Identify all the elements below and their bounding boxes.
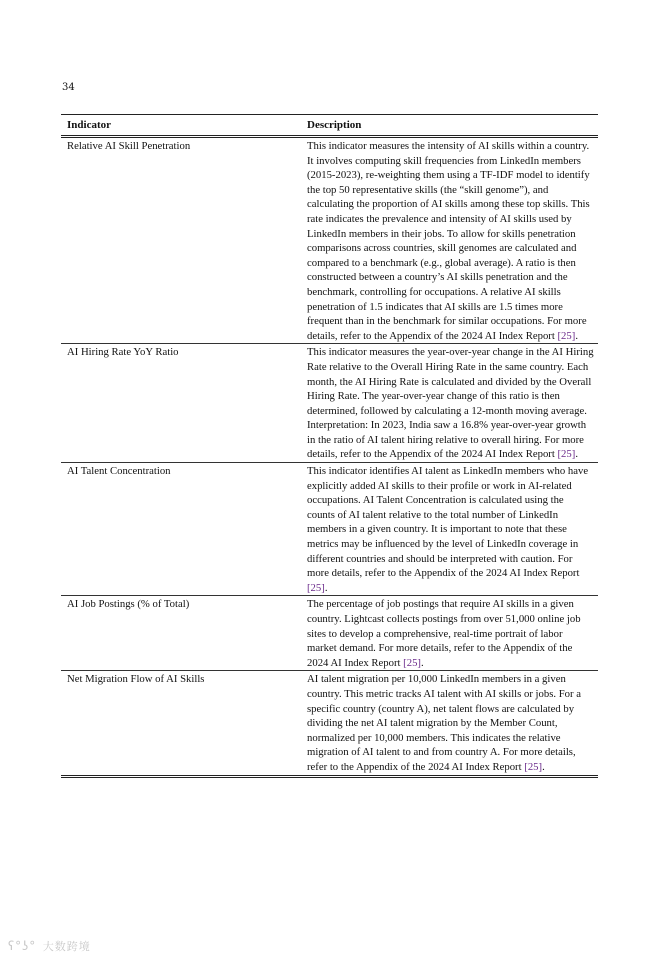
- indicator-name: AI Job Postings (% of Total): [61, 596, 301, 671]
- indicator-name: Net Migration Flow of AI Skills: [61, 671, 301, 776]
- table-row: [61, 344, 598, 463]
- indicator-description: [301, 463, 598, 596]
- description-text: The percentage of job postings that require AI skills in a given country. Lightcast collects postings from over 51,000 online job sites to develop a comprehensive, real-time portrait of labor market demand. For more details, refer to the Appendix of the 2024 AI Index Report: [307, 598, 581, 669]
- citation-link[interactable]: [25]: [557, 329, 576, 342]
- description-text: This indicator measures the year-over-year change in the AI Hiring Rate relative to the Overall Hiring Rate in the same country. Each month, the AI Hiring Rate is calculated and divided by the Overall Hiring Rate. The year-over-year change of this ratio is then determined, followed by calculating a 12-month moving average. Interpretation: In 2023, India saw a 16.8% year-over-year growth in the ratio of AI talent hiring relative to overall hiring. For more details, refer to the Appendix of the 2024 AI Index Report: [307, 346, 594, 461]
- indicator-description: [301, 344, 598, 463]
- header-description: Description: [301, 115, 598, 137]
- indicator-description: [301, 137, 598, 344]
- watermark-logo-icon: ʕ°ʖ°: [8, 939, 37, 953]
- indicator-description: [301, 671, 598, 776]
- page-number: 34: [62, 82, 75, 93]
- indicator-description: [301, 596, 598, 671]
- sentence-end: .: [324, 581, 328, 594]
- table-row: [61, 596, 598, 671]
- sentence-end: .: [420, 656, 424, 669]
- citation-link[interactable]: [25]: [403, 656, 421, 669]
- sentence-end: .: [575, 448, 578, 461]
- header-indicator: Indicator: [61, 115, 301, 137]
- table-row: [61, 137, 598, 344]
- table-header-row: [61, 115, 598, 137]
- citation-link[interactable]: [25]: [524, 760, 543, 773]
- indicator-name: AI Hiring Rate YoY Ratio: [61, 344, 301, 463]
- description-text: AI talent migration per 10,000 LinkedIn members in a given country. This metric tracks AI talent with AI skills or jobs. For a specific country (country A), net talent flows are calculated by dividing the net AI talent migration by the Member Count, normalized per 10,000 members. This indicates the relative migration of AI talent to and from country A. For more details, refer to the Appendix of the 2024 AI Index Report: [307, 673, 581, 773]
- citation-link[interactable]: [25]: [307, 581, 325, 594]
- sentence-end: .: [542, 760, 545, 773]
- indicator-name: AI Talent Concentration: [61, 463, 301, 596]
- watermark-text: 大数跨境: [42, 940, 91, 953]
- sentence-end: .: [575, 329, 578, 342]
- watermark: [8, 938, 91, 954]
- description-text: This indicator measures the intensity of AI skills within a country. It involves computing skill frequencies from LinkedIn members (2015-2023), re-weighting them using a TF-IDF model to identify the top 50 representative skills (the “skill genome”), and calculating the proportion of AI skills among these top skills. This rate indicates the prevalence and intensity of AI skills used by LinkedIn members in their jobs. To allow for skills penetration comparisons across countries, skill genomes are calculated and compared to a benchmark (e.g., global average). A ratio is then constructed between a country’s AI skills penetration and the benchmark, controlling for occupations. A relative AI skills penetration of 1.5 indicates that AI skills are 1.5 times more frequent than in the benchmark for similar occupations. For more details, refer to the Appendix of the 2024 AI Index Report: [307, 140, 590, 342]
- description-text: This indicator identifies AI talent as LinkedIn members who have explicitly added AI skills to their profile or work in AI-related occupations. AI Talent Concentration is calculated using the counts of AI talent relative to the total number of LinkedIn members in a given country. It is important to note that these metrics may be influenced by the level of LinkedIn coverage in different countries and should be interpreted with caution. For more details, refer to the Appendix of the 2024 AI Index Report: [307, 465, 589, 580]
- indicator-name: Relative AI Skill Penetration: [61, 137, 301, 344]
- indicator-table: [61, 114, 598, 778]
- table-row: [61, 671, 598, 776]
- citation-link[interactable]: [25]: [557, 448, 576, 461]
- table-row: [61, 463, 598, 596]
